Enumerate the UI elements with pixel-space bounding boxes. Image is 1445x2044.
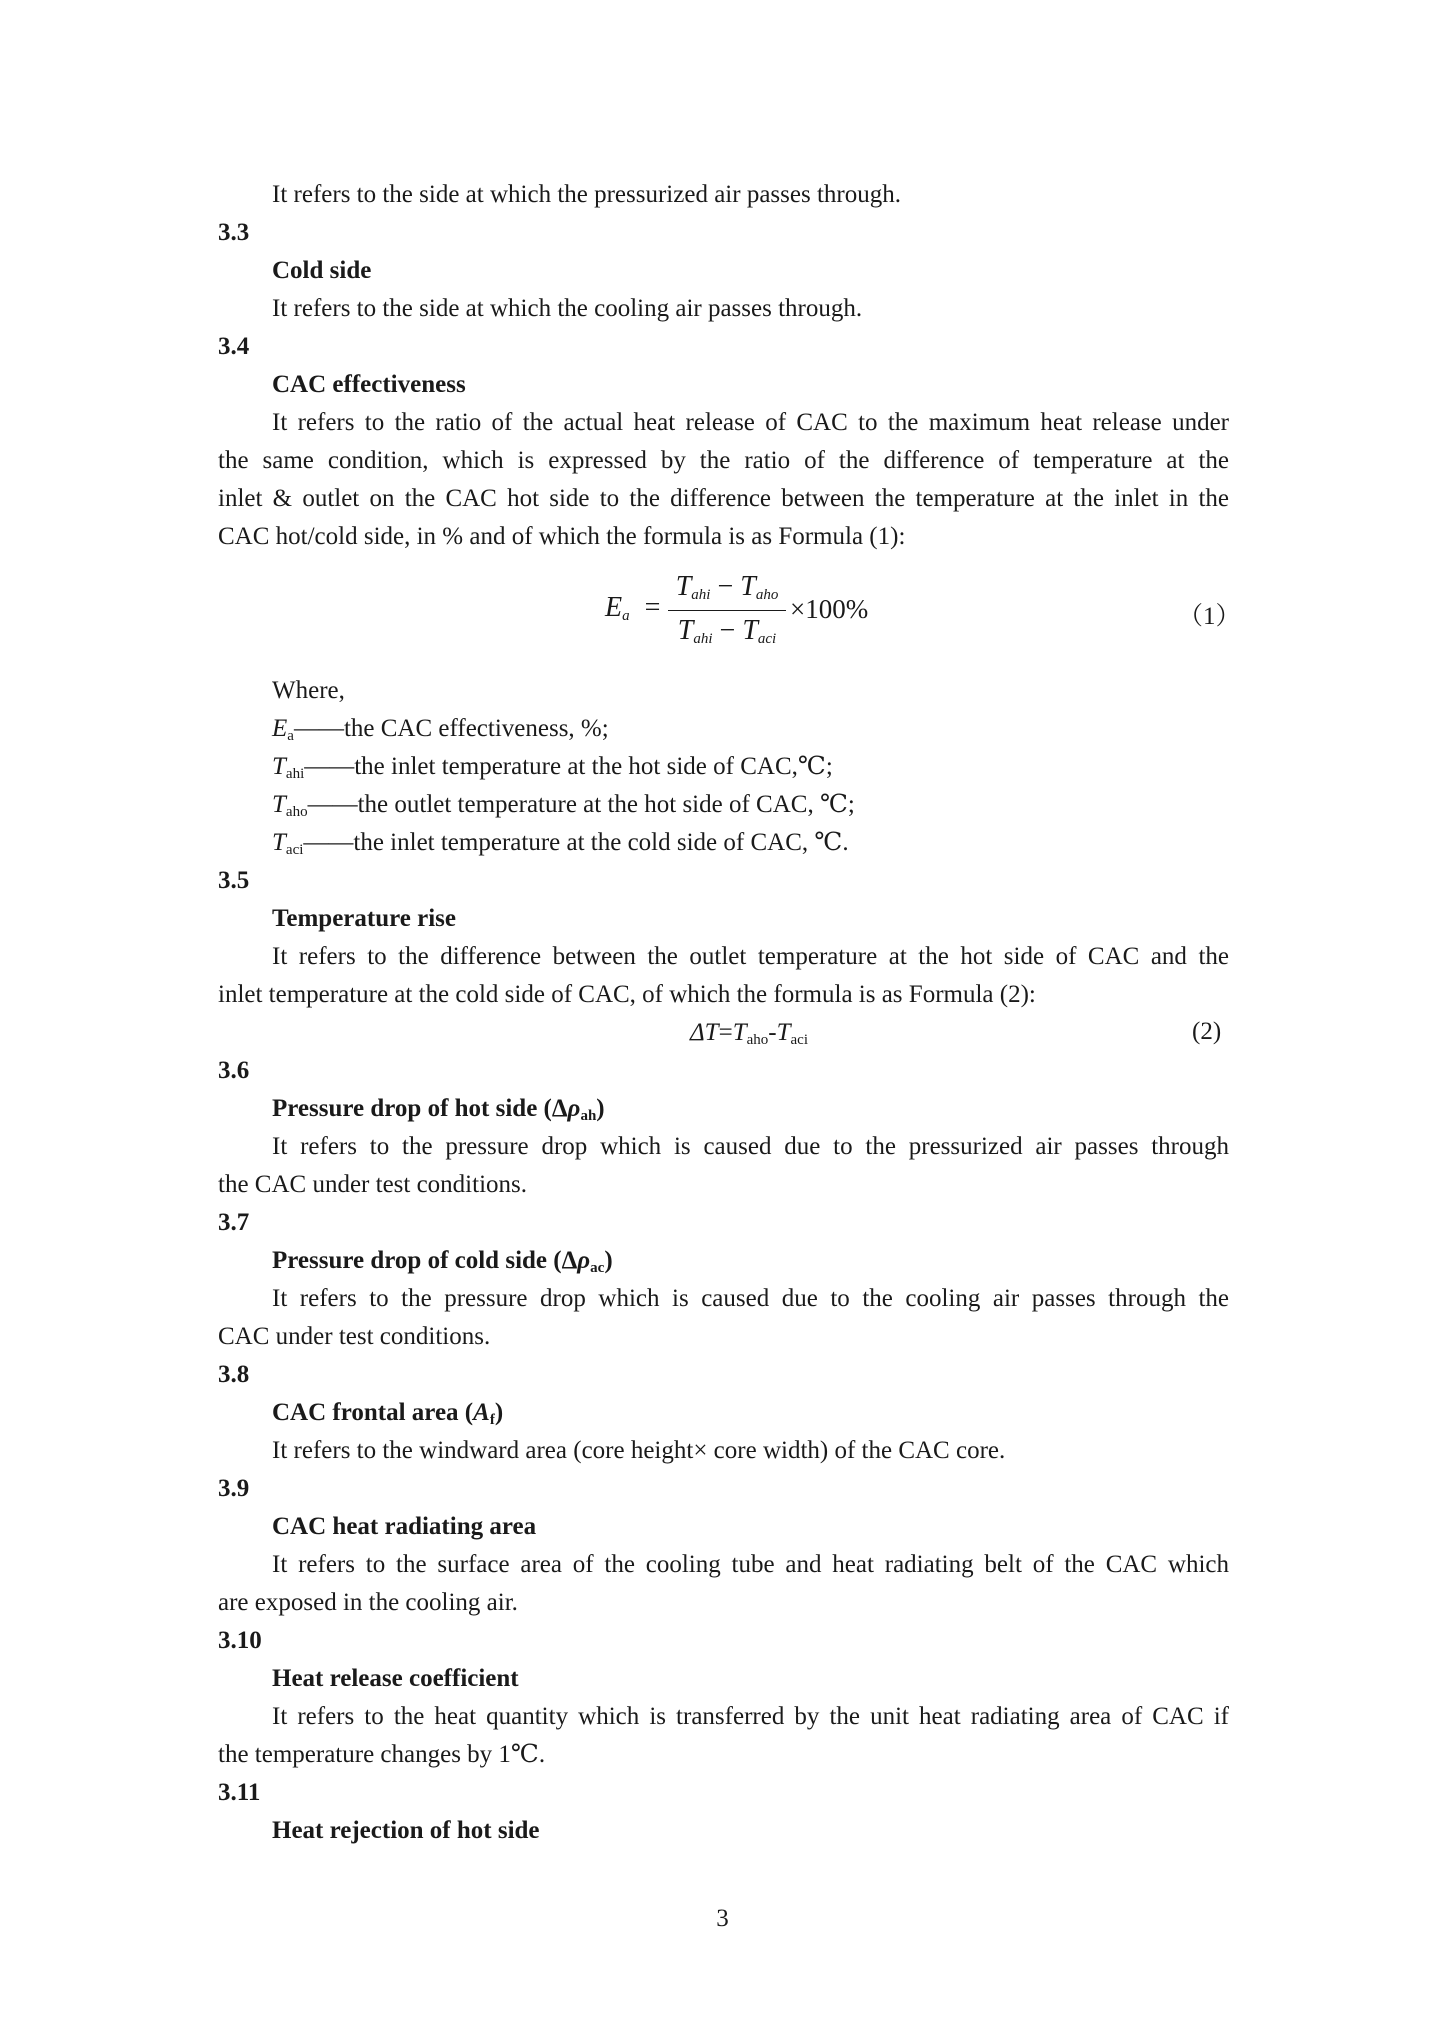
- term-heading: CAC frontal area $(A_f)$: [272, 1399, 504, 1428]
- formula-multiplier: ×100%: [790, 594, 869, 624]
- formula-2: $\Delta T=T_{aho}-T_{aci}$: [690, 1019, 808, 1048]
- section-number: 3.11: [218, 1779, 261, 1806]
- definition-text: It refers to the side at which the cooling air passes through.: [272, 295, 863, 322]
- formula-fraction: [668, 572, 786, 652]
- definition-text: It refers to the side at which the pressurized air passes through.: [272, 181, 901, 208]
- page-number: 3: [716, 1905, 729, 1932]
- term-heading: Temperature rise: [272, 905, 456, 932]
- formula-number: （1）: [1178, 603, 1241, 630]
- fraction-denominator: $T_{ahi} - T_{aci}$: [677, 615, 777, 647]
- symbol-definition: $T_{aho}——the$ outlet temperature at the hot side of CAC, ℃;: [272, 791, 855, 820]
- definition-text: It refers to the ratio of the actual heat release of CAC to the maximum heat release under: [272, 409, 1229, 436]
- definition-text: It refers to the windward area (core height× core width) of the CAC core.: [272, 1437, 1006, 1464]
- definition-text: the same condition, which is expressed by the ratio of the difference of temperature at the: [218, 447, 1229, 474]
- formula-number: (2): [1192, 1018, 1222, 1045]
- section-number: 3.4: [218, 333, 250, 360]
- where-label: Where,: [272, 677, 345, 704]
- section-number: 3.10: [218, 1627, 262, 1654]
- term-heading: Heat rejection of hot side: [272, 1817, 540, 1844]
- symbol-definition: $T_{ahi}——the$ inlet temperature at the hot side of CAC,℃;: [272, 753, 833, 782]
- term-heading: Heat release coefficient: [272, 1665, 519, 1692]
- definition-text: inlet & outlet on the CAC hot side to the difference between the temperature at the inlet in the: [218, 485, 1229, 512]
- term-heading: Pressure drop of hot side $(\Delta\rho_{ah})$: [272, 1095, 605, 1124]
- symbol-definition: $E_a——the$ CAC effectiveness, %;: [272, 715, 609, 744]
- fraction-numerator: $T_{ahi} - T_{aho}$: [675, 571, 779, 603]
- term-heading: Cold side: [272, 257, 372, 284]
- term-heading: CAC heat radiating area: [272, 1513, 537, 1540]
- section-number: 3.6: [218, 1057, 250, 1084]
- definition-text: are exposed in the cooling air.: [218, 1589, 518, 1616]
- definition-text: It refers to the pressure drop which is caused due to the pressurized air passes through: [272, 1133, 1229, 1160]
- section-number: 3.7: [218, 1209, 250, 1236]
- definition-text: CAC hot/cold side, in % and of which the formula is as Formula (1):: [218, 523, 906, 550]
- definition-text: inlet temperature at the cold side of CAC, of which the formula is as Formula (2):: [218, 981, 1036, 1008]
- section-number: 3.9: [218, 1475, 250, 1502]
- term-heading: Pressure drop of cold side $(\Delta\rho_{ac})$: [272, 1247, 613, 1276]
- definition-text: the CAC under test conditions.: [218, 1171, 527, 1198]
- definition-text: CAC under test conditions.: [218, 1323, 491, 1350]
- section-number: 3.8: [218, 1361, 250, 1388]
- definition-text: It refers to the heat quantity which is transferred by the unit heat radiating area of CAC if: [272, 1703, 1229, 1730]
- section-number: 3.5: [218, 867, 250, 894]
- definition-text: It refers to the difference between the outlet temperature at the hot side of CAC and the: [272, 943, 1229, 970]
- term-heading: CAC effectiveness: [272, 371, 466, 398]
- section-number: 3.3: [218, 219, 250, 246]
- fraction-bar: [668, 610, 786, 611]
- definition-text: the temperature changes by 1℃.: [218, 1741, 546, 1768]
- symbol-definition: $T_{aci}——the$ inlet temperature at the cold side of CAC, ℃.: [272, 829, 849, 858]
- definition-text: It refers to the surface area of the cooling tube and heat radiating belt of the CAC which: [272, 1551, 1229, 1578]
- formula-lhs: $E_a$ =: [605, 592, 661, 624]
- definition-text: It refers to the pressure drop which is caused due to the cooling air passes through the: [272, 1285, 1229, 1312]
